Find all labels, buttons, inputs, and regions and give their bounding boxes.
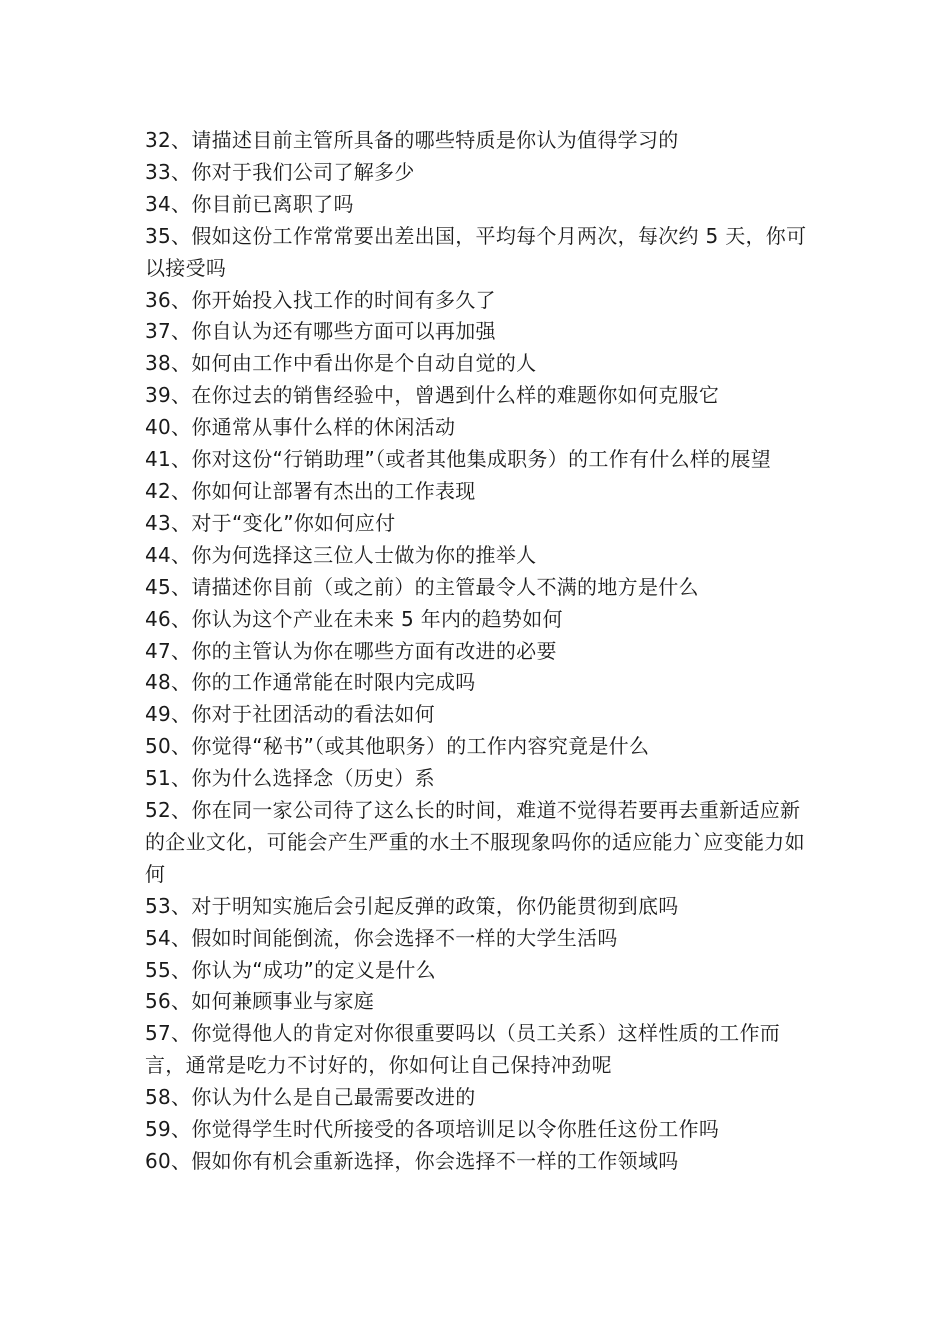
question-item: 34、你目前已离职了吗 — [145, 191, 354, 216]
question-item: 52、你在同一家公司待了这么长的时间，难道不觉得若要再去重新适应新的企业文化，可能会产生严重的水土不服现象吗你的适应能力`应变能力如何 — [145, 798, 805, 886]
question-item: 53、对于明知实施后会引起反弹的政策，你仍能贯彻到底吗 — [145, 893, 679, 918]
question-item: 49、你对于社团活动的看法如何 — [145, 702, 435, 727]
question-list — [145, 125, 820, 1178]
question-item: 33、你对于我们公司了解多少 — [145, 159, 415, 184]
question-item: 40、你通常从事什么样的休闲活动 — [145, 415, 456, 440]
question-item: 44、你为何选择这三位人士做为你的推举人 — [145, 542, 537, 567]
question-item: 54、假如时间能倒流，你会选择不一样的大学生活吗 — [145, 925, 618, 950]
question-item: 35、假如这份工作常常要出差出国，平均每个月两次，每次约 5 天，你可以接受吗 — [145, 223, 807, 280]
question-item: 41、你对这份“行销助理”（或者其他集成职务）的工作有什么样的展望 — [145, 447, 772, 472]
question-item: 32、请描述目前主管所具备的哪些特质是你认为值得学习的 — [145, 128, 679, 152]
question-item: 43、对于“变化”你如何应付 — [145, 510, 396, 535]
question-item: 42、你如何让部署有杰出的工作表现 — [145, 478, 476, 503]
question-item: 37、你自认为还有哪些方面可以再加强 — [145, 319, 496, 344]
question-item: 56、如何兼顾事业与家庭 — [145, 989, 375, 1014]
question-item: 48、你的工作通常能在时限内完成吗 — [145, 670, 476, 695]
question-item: 51、你为什么选择念（历史）系 — [145, 766, 435, 791]
question-item: 50、你觉得“秘书”（或其他职务）的工作内容究竟是什么 — [145, 734, 650, 759]
question-item: 36、你开始投入找工作的时间有多久了 — [145, 287, 496, 312]
question-item: 39、在你过去的销售经验中，曾遇到什么样的难题你如何克服它 — [145, 383, 720, 408]
question-item: 47、你的主管认为你在哪些方面有改进的必要 — [145, 638, 557, 663]
question-item: 46、你认为这个产业在未来 5 年内的趋势如何 — [145, 606, 563, 631]
question-item: 58、你认为什么是自己最需要改进的 — [145, 1085, 476, 1110]
question-item: 38、如何由工作中看出你是个自动自觉的人 — [145, 351, 537, 376]
question-item: 45、请描述你目前（或之前）的主管最令人不满的地方是什么 — [145, 574, 699, 599]
question-item: 60、假如你有机会重新选择，你会选择不一样的工作领域吗 — [145, 1149, 679, 1173]
question-item: 59、你觉得学生时代所接受的各项培训足以令你胜任这份工作吗 — [145, 1117, 720, 1142]
question-item: 55、你认为“成功”的定义是什么 — [145, 957, 436, 982]
question-item: 57、你觉得他人的肯定对你很重要吗以（员工关系）这样性质的工作而言，通常是吃力不讨好的，你如何让自己保持冲劲呢 — [145, 1021, 781, 1078]
